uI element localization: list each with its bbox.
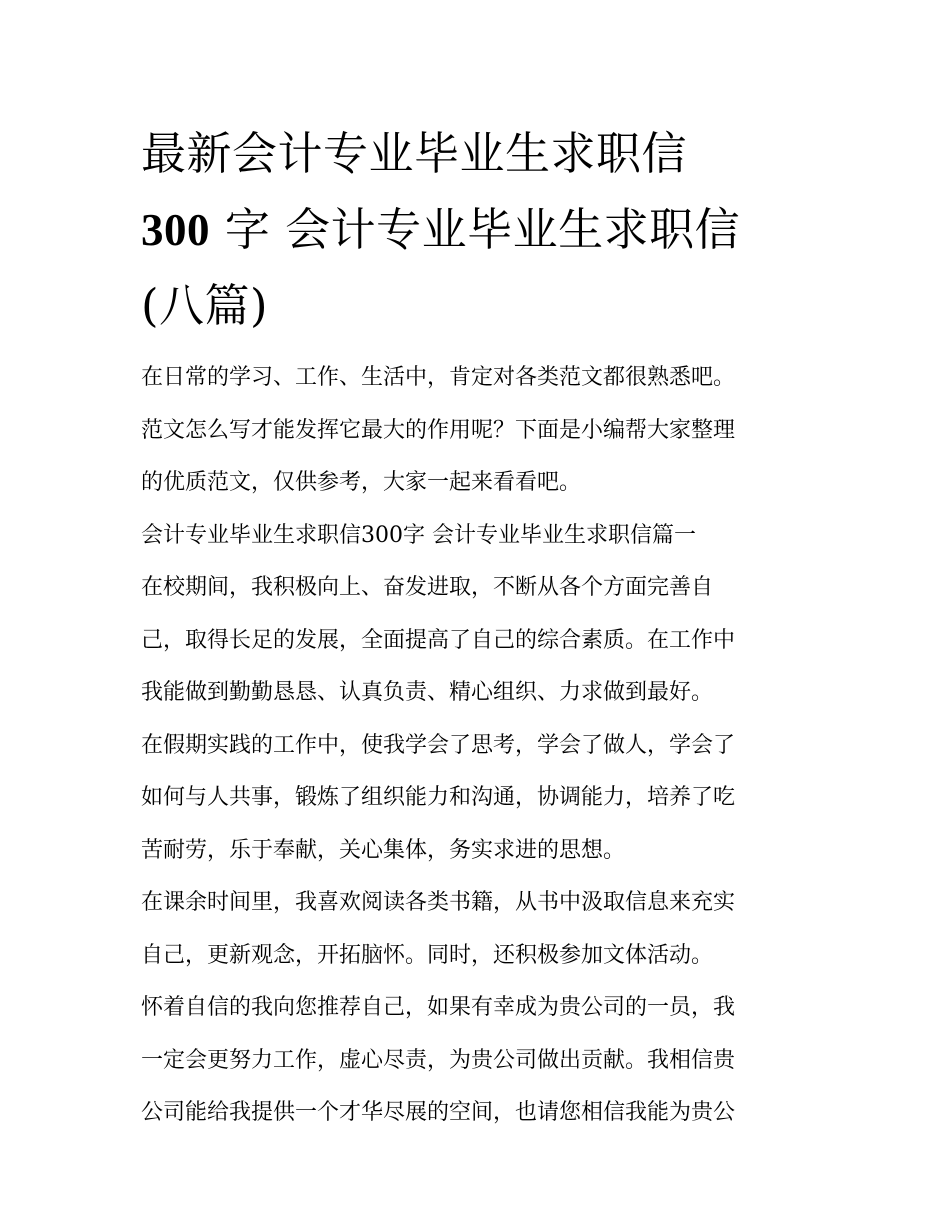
title-line-3: (八篇) [141, 279, 269, 332]
title-line-2-text: 字 会计专业毕业生求职信 [224, 203, 741, 256]
document-body [141, 352, 821, 1140]
body-line: 苦耐劳，乐于奉献，关心集体，务实求进的思想。 [141, 837, 626, 863]
body-line: 在日常的学习、工作、生活中，肯定对各类范文都很熟悉吧。 [141, 365, 736, 390]
title-line-1: 最新会计专业毕业生求职信 [141, 127, 688, 180]
body-line: 己，取得长足的发展，全面提高了自己的综合素质。在工作中 [141, 627, 736, 653]
body-line: 一定会更努力工作，虚心尽责，为贵公司做出贡献。我相信贵 [141, 1047, 736, 1073]
body-line: 自己，更新观念，开拓脑怀。同时，还积极参加文体活动。 [141, 942, 714, 968]
body-line: 怀着自信的我向您推荐自己，如果有幸成为贵公司的一员，我 [141, 995, 736, 1020]
title-line-2 [141, 192, 821, 268]
section-heading: 会计专业毕业生求职信300字 会计专业毕业生求职信篇一 [141, 522, 696, 548]
body-line: 公司能给我提供一个才华尽展的空间，也请您相信我能为贵公 [141, 1100, 736, 1125]
body-line: 在校期间，我积极向上、奋发进取，不断从各个方面完善自 [141, 575, 714, 600]
document-title [141, 116, 821, 344]
body-line: 范文怎么写才能发挥它最大的作用呢？下面是小编帮大家整理 [141, 417, 736, 443]
body-line: 如何与人共事，锻炼了组织能力和沟通，协调能力，培养了吃 [141, 785, 736, 810]
body-line: 的优质范文，仅供参考，大家一起来看看吧。 [141, 470, 582, 495]
title-number: 300 [141, 205, 210, 255]
body-line: 在假期实践的工作中，使我学会了思考，学会了做人，学会了 [141, 732, 736, 758]
body-line: 在课余时间里，我喜欢阅读各类书籍，从书中汲取信息来充实 [141, 890, 736, 915]
body-line: 我能做到勤勤恳恳、认真负责、精心组织、力求做到最好。 [141, 680, 714, 705]
